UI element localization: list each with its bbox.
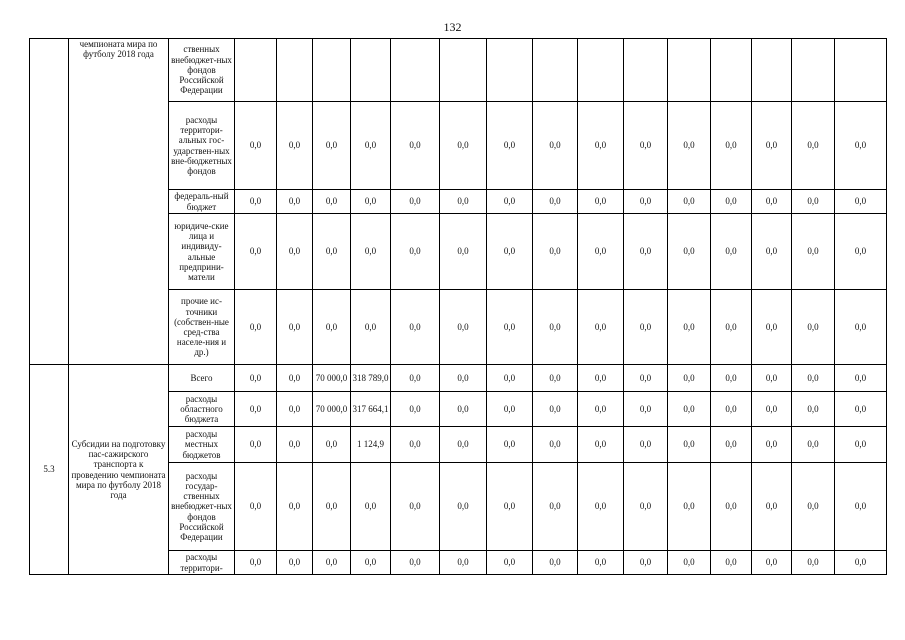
value-cell: 0,0 [668,214,711,290]
value-cell: 0,0 [752,551,792,575]
value-cell: 0,0 [711,102,752,190]
value-cell: 0,0 [235,102,277,190]
value-cell: 0,0 [440,214,487,290]
funding-source-cell: расходы государ-ственных внебюджет-ных фондов Российской Федерации [169,463,235,551]
value-cell: 0,0 [624,463,668,551]
value-cell: 0,0 [835,190,887,214]
value-cell: 0,0 [487,551,533,575]
value-cell: 0,0 [235,463,277,551]
value-cell: 0,0 [277,190,313,214]
value-cell [487,39,533,102]
value-cell: 0,0 [578,392,624,427]
value-cell: 0,0 [487,290,533,365]
funding-source-cell: ственных внебюджет-ных фондов Российской Федерации [169,39,235,102]
value-cell: 0,0 [391,551,440,575]
funding-source-cell: прочие ис-точники (собствен-ные сред-ства населе-ния и др.) [169,290,235,365]
value-cell: 0,0 [835,102,887,190]
value-cell: 0,0 [711,551,752,575]
value-cell: 0,0 [533,463,578,551]
value-cell [711,39,752,102]
value-cell: 0,0 [277,290,313,365]
value-cell: 0,0 [711,290,752,365]
event-name-cell: Субсидии на подготовку пас-сажирского транспорта к проведению чемпионата мира по футболу 2018 года [69,365,169,575]
value-cell: 0,0 [351,214,391,290]
value-cell: 0,0 [668,427,711,463]
value-cell: 0,0 [391,214,440,290]
value-cell: 0,0 [313,427,351,463]
value-cell: 0,0 [533,290,578,365]
value-cell: 0,0 [835,365,887,392]
value-cell: 0,0 [391,365,440,392]
value-cell: 0,0 [313,463,351,551]
funding-source-cell: Всего [169,365,235,392]
value-cell: 0,0 [578,463,624,551]
value-cell: 0,0 [578,102,624,190]
value-cell: 0,0 [533,214,578,290]
value-cell: 0,0 [578,214,624,290]
value-cell: 0,0 [487,102,533,190]
value-cell: 0,0 [440,365,487,392]
value-cell: 0,0 [792,427,835,463]
budget-table [29,38,887,575]
value-cell: 0,0 [835,392,887,427]
value-cell: 0,0 [351,290,391,365]
value-cell: 0,0 [351,102,391,190]
value-cell: 0,0 [792,214,835,290]
value-cell: 0,0 [752,463,792,551]
item-number-cell [30,39,69,365]
value-cell: 0,0 [533,102,578,190]
value-cell: 0,0 [440,463,487,551]
value-cell: 0,0 [391,290,440,365]
value-cell: 0,0 [235,427,277,463]
value-cell [835,39,887,102]
value-cell: 0,0 [668,102,711,190]
value-cell: 0,0 [391,102,440,190]
value-cell: 0,0 [792,290,835,365]
value-cell [792,39,835,102]
value-cell: 0,0 [792,392,835,427]
value-cell: 0,0 [792,463,835,551]
value-cell: 0,0 [578,290,624,365]
value-cell: 0,0 [624,290,668,365]
value-cell: 318 789,0 [351,365,391,392]
funding-source-cell: расходы местных бюджетов [169,427,235,463]
value-cell: 0,0 [487,427,533,463]
value-cell: 0,0 [668,190,711,214]
value-cell: 0,0 [578,551,624,575]
funding-source-cell: юридиче-ские лица и индивиду-альные предприни-матели [169,214,235,290]
value-cell: 0,0 [533,551,578,575]
value-cell: 0,0 [313,190,351,214]
value-cell: 0,0 [277,392,313,427]
value-cell [235,39,277,102]
value-cell: 0,0 [440,551,487,575]
value-cell: 0,0 [624,551,668,575]
value-cell: 0,0 [533,392,578,427]
value-cell: 0,0 [668,365,711,392]
value-cell: 0,0 [668,290,711,365]
value-cell: 0,0 [277,463,313,551]
value-cell: 0,0 [533,427,578,463]
event-name-cell: чемпионата мира по футболу 2018 года [69,39,169,365]
value-cell: 0,0 [277,365,313,392]
value-cell [752,39,792,102]
value-cell: 0,0 [487,463,533,551]
value-cell: 0,0 [235,365,277,392]
value-cell: 0,0 [752,392,792,427]
value-cell: 0,0 [578,365,624,392]
value-cell: 0,0 [752,190,792,214]
value-cell: 0,0 [578,190,624,214]
value-cell: 0,0 [792,365,835,392]
value-cell: 0,0 [487,190,533,214]
value-cell: 0,0 [440,427,487,463]
value-cell [313,39,351,102]
value-cell: 0,0 [351,190,391,214]
value-cell: 0,0 [277,551,313,575]
value-cell: 0,0 [533,190,578,214]
value-cell: 0,0 [835,551,887,575]
value-cell: 0,0 [235,392,277,427]
funding-source-cell: расходы территори-альных гос-ударствен-ных вне-бюджетных фондов [169,102,235,190]
value-cell: 0,0 [277,214,313,290]
item-number-cell: 5.3 [30,365,69,575]
value-cell: 0,0 [235,290,277,365]
value-cell: 0,0 [624,190,668,214]
value-cell: 0,0 [277,427,313,463]
value-cell: 0,0 [440,190,487,214]
value-cell: 0,0 [711,392,752,427]
value-cell: 0,0 [235,551,277,575]
value-cell: 0,0 [313,551,351,575]
value-cell: 0,0 [624,102,668,190]
value-cell: 0,0 [752,214,792,290]
value-cell: 0,0 [711,214,752,290]
value-cell: 0,0 [668,551,711,575]
funding-source-cell: расходы областного бюджета [169,392,235,427]
value-cell: 0,0 [668,392,711,427]
value-cell: 0,0 [835,290,887,365]
value-cell: 0,0 [391,427,440,463]
value-cell: 0,0 [235,214,277,290]
value-cell [578,39,624,102]
value-cell: 0,0 [624,427,668,463]
value-cell [533,39,578,102]
value-cell: 0,0 [835,427,887,463]
value-cell: 0,0 [835,214,887,290]
value-cell: 0,0 [624,365,668,392]
value-cell: 0,0 [533,365,578,392]
value-cell: 0,0 [752,427,792,463]
value-cell: 317 664,1 [351,392,391,427]
value-cell [391,39,440,102]
value-cell [668,39,711,102]
value-cell: 0,0 [624,392,668,427]
value-cell: 0,0 [792,190,835,214]
value-cell: 0,0 [711,427,752,463]
value-cell: 0,0 [487,392,533,427]
value-cell: 0,0 [440,102,487,190]
value-cell: 1 124,9 [351,427,391,463]
value-cell: 0,0 [668,463,711,551]
value-cell: 70 000,0 [313,365,351,392]
value-cell: 0,0 [277,102,313,190]
value-cell [351,39,391,102]
value-cell: 0,0 [711,190,752,214]
value-cell: 0,0 [351,463,391,551]
value-cell: 0,0 [391,392,440,427]
table-row [30,365,887,392]
value-cell: 0,0 [440,392,487,427]
value-cell: 0,0 [792,551,835,575]
value-cell: 0,0 [792,102,835,190]
value-cell: 0,0 [578,427,624,463]
value-cell [624,39,668,102]
value-cell [440,39,487,102]
value-cell: 0,0 [752,290,792,365]
value-cell: 0,0 [313,214,351,290]
funding-source-cell: федераль-ный бюджет [169,190,235,214]
value-cell: 0,0 [313,102,351,190]
value-cell: 0,0 [711,365,752,392]
value-cell: 0,0 [440,290,487,365]
value-cell: 0,0 [391,463,440,551]
funding-source-cell: расходы территори- [169,551,235,575]
value-cell: 0,0 [487,365,533,392]
value-cell: 0,0 [313,290,351,365]
value-cell: 70 000,0 [313,392,351,427]
value-cell: 0,0 [235,190,277,214]
value-cell: 0,0 [711,463,752,551]
table-row [30,39,887,102]
value-cell: 0,0 [487,214,533,290]
page-number: 132 [443,20,462,34]
value-cell: 0,0 [752,102,792,190]
value-cell: 0,0 [351,551,391,575]
value-cell: 0,0 [835,463,887,551]
value-cell: 0,0 [752,365,792,392]
value-cell [277,39,313,102]
value-cell: 0,0 [624,214,668,290]
value-cell: 0,0 [391,190,440,214]
